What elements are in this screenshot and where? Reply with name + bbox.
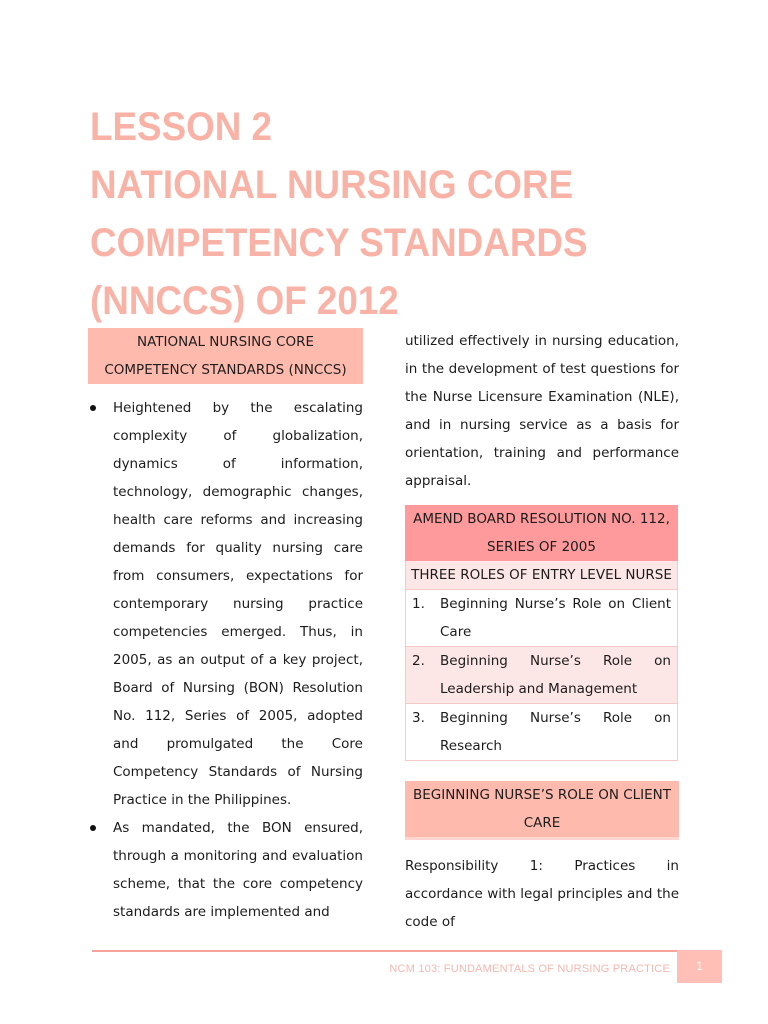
row-text: Beginning Nurse’s Role on Research	[440, 710, 671, 754]
responsibility-paragraph: Responsibility 1: Practices in accordance with legal principles and the code of	[405, 858, 679, 930]
title-line-1: LESSON 2	[90, 105, 273, 149]
page-number: 1	[677, 950, 722, 983]
row-number: 2.	[412, 653, 425, 669]
bullet-list	[88, 394, 363, 926]
bullet-icon	[90, 825, 96, 831]
left-column	[88, 328, 363, 926]
title-line-4: (NNCCS) OF 2012	[90, 279, 399, 323]
row-text: Beginning Nurse’s Role on Leadership and Management	[440, 653, 671, 697]
table-subheader: THREE ROLES OF ENTRY LEVEL NURSE	[405, 561, 678, 589]
client-care-section-header: BEGINNING NURSE’S ROLE ON CLIENT CARE	[405, 781, 679, 840]
row-text: Beginning Nurse’s Role on Client Care	[440, 596, 671, 640]
bullet-text: As mandated, the BON ensured, through a monitoring and evaluation scheme, that the core competency standards are implemented and	[113, 820, 363, 920]
row-number: 1.	[412, 596, 425, 612]
right-column	[405, 327, 679, 936]
bullet-item	[88, 394, 363, 814]
table-header: AMEND BOARD RESOLUTION NO. 112, SERIES OF 2005	[405, 505, 678, 561]
roles-table	[405, 505, 678, 761]
table-row	[405, 703, 678, 761]
table-row	[405, 589, 678, 646]
lesson-title	[90, 98, 642, 330]
footer-divider	[92, 950, 722, 952]
bullet-icon	[90, 405, 96, 411]
bullet-item	[88, 814, 363, 926]
title-line-3: COMPETENCY STANDARDS	[90, 221, 588, 265]
title-line-2: NATIONAL NURSING CORE	[90, 163, 574, 207]
bullet-text: Heightened by the escalating complexity of globalization, dynamics of information, technology, demographic changes, health care reforms and increasing demands for quality nursing care from consumers, expectations for contemporary nursing practice competencies emerged. Thus, in 2005, as an output of a key project, Board of Nursing (BON) Resolution No. 112, Series of 2005, adopted and promulgated the Core Competency Standards of Nursing Practice in the Philippines.	[113, 400, 363, 808]
continued-paragraph: utilized effectively in nursing education, in the development of test questions for the Nurse Licensure Examination (NLE), and in nursing service as a basis for orientation, training and performance appraisal.	[405, 333, 679, 489]
row-number: 3.	[412, 710, 425, 726]
footer-course-title: NCM 103: FUNDAMENTALS OF NURSING PRACTICE	[389, 963, 670, 975]
table-row	[405, 646, 678, 703]
nnccs-section-header: NATIONAL NURSING CORE COMPETENCY STANDARDS (NNCCS)	[88, 328, 363, 384]
